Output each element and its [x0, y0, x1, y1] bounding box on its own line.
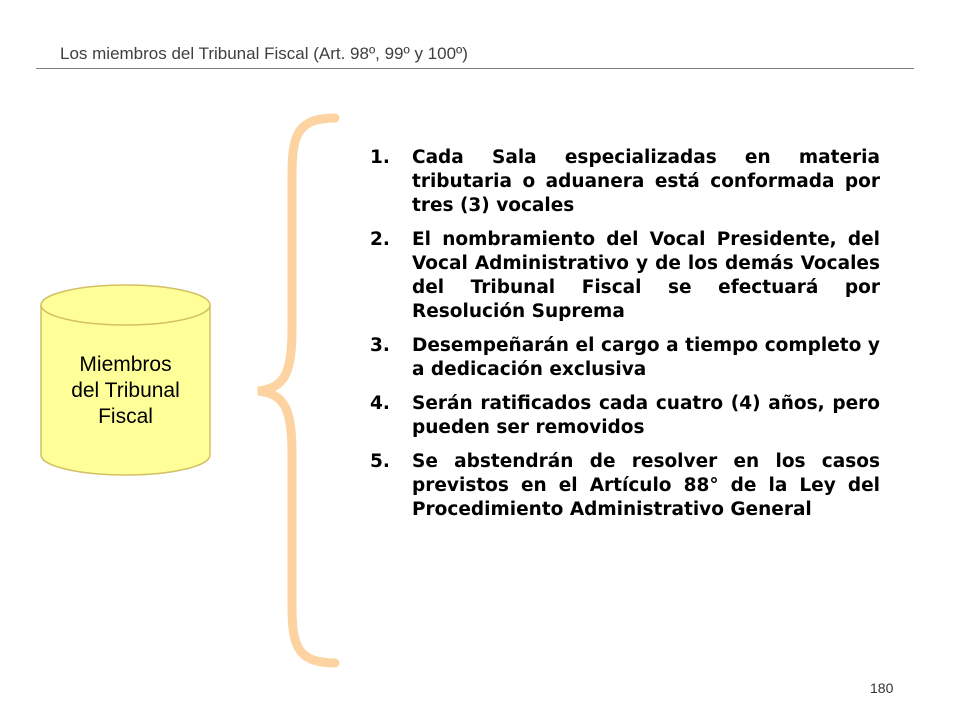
list-item-number: 3.: [370, 335, 390, 356]
requirements-list: [370, 146, 880, 532]
list-item: [370, 146, 880, 218]
title-underline: [36, 68, 914, 69]
list-item-text: Se abstendrán de resolver en los casos previstos en el Artículo 88° de la Ley del Procedimiento Administrativo General: [412, 451, 880, 520]
list-item-number: 5.: [370, 451, 390, 472]
cylinder-top: [41, 285, 210, 325]
list-item-text: Serán ratificados cada cuatro (4) años, pero pueden ser removidos: [412, 393, 880, 438]
cylinder-label-line-1: Miembros: [79, 353, 172, 376]
list-item-number: 2.: [370, 229, 390, 250]
list-item: [370, 334, 880, 382]
list-item: [370, 228, 880, 324]
slide-title: Los miembros del Tribunal Fiscal (Art. 98º, 99º y 100º): [60, 44, 468, 63]
page-number: 180: [870, 680, 894, 696]
list-item-text: Desempeñarán el cargo a tiempo completo y a dedicación exclusiva: [412, 335, 880, 380]
list-item-text: Cada Sala especializadas en materia tributaria o aduanera está conformada por tres (3) vocales: [412, 147, 880, 216]
list-item-number: 4.: [370, 393, 390, 414]
cylinder-label-line-3: Fiscal: [98, 405, 153, 428]
cylinder-label: [38, 352, 213, 430]
list-item-text: El nombramiento del Vocal Presidente, del Vocal Administrativo y de los demás Vocales del Tribunal Fiscal se efectuará por Resolución Suprema: [412, 229, 880, 322]
list-item: [370, 392, 880, 440]
list-item: [370, 450, 880, 522]
curly-brace: [240, 108, 350, 673]
cylinder-label-line-2: del Tribunal: [71, 379, 180, 402]
list-item-number: 1.: [370, 147, 390, 168]
